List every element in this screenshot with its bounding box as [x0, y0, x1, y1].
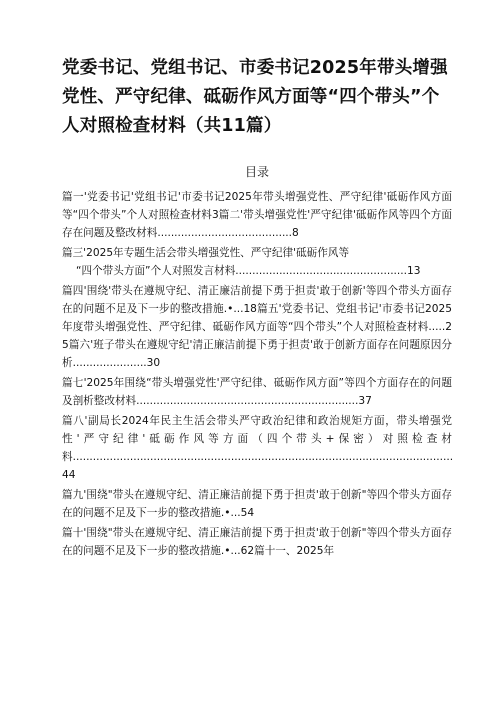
toc-entry[interactable]: 篇四'围绕'带头在遵规守纪、清正廉洁前提下勇于担责'敢于创新'等四个带头方面存在的问题不足及下一步的整改措施.•...18篇五'党委书记、党组书记'市委书记2025年度带头增强党性、严守纪律、砥砺作风方面等“四个带头”个人对照检查材料.....25篇六'班子带头在遵规守纪'清正廉洁前提下勇于担责'敢于创新方面存在问题原因分析......................30 [62, 285, 452, 369]
toc-entry[interactable]: 篇八'副局长2024年民主生活会带头严守政治纪律和政治规矩方面，带头增强党性'严守纪律'砥砺作风等方面（四个带头+保密）对照检查材料.................................................................................................................44 [62, 415, 454, 481]
toc-entry[interactable]: 篇九'围绕"带头在遵规守纪、清正廉洁前提下勇于担责'敢于创新"等四个带头方面存在的问题不足及下一步的整改措施.•...54 [62, 489, 452, 519]
toc-heading: 目录 [244, 165, 269, 179]
toc-entry[interactable]: 篇一'党委书记'党组书记'市委书记2025年带头增强党性、严守纪律'砥砺作风方面等“四个带头”个人对照检查材料3篇二'带头增强党性'严守纪律'砥砺作风等四个方面存在问题及整改材料........................................8 [62, 191, 452, 239]
document-title: 党委书记、党组书记、市委书记2025年带头增强党性、严守纪律、砥砺作风方面等“四个带头”个人对照检查材料（共11篇） [62, 58, 448, 136]
toc-list [62, 188, 452, 560]
toc-entry-continuation[interactable]: “四个带头方面”个人对照发言材料...................................................13 [76, 265, 421, 277]
document-page [62, 54, 452, 562]
toc-entry[interactable]: 篇十'围绕"带头在遵规守纪、清正廉洁前提下勇于担责'敢于创新"等四个带头方面存在的问题不足及下一步的整改措施.•...62篇十一、2025年 [62, 527, 452, 557]
toc-entry[interactable]: 篇三'2025年专题生活会带头增强党性、严守纪律'砥砺作风等 [62, 247, 350, 259]
toc-entry[interactable]: 篇七'2025年围绕“带头增强党性'严守纪律、砥砺作风方面”等四个方面存在的问题及剖析整改材料..................................................................37 [62, 377, 452, 407]
